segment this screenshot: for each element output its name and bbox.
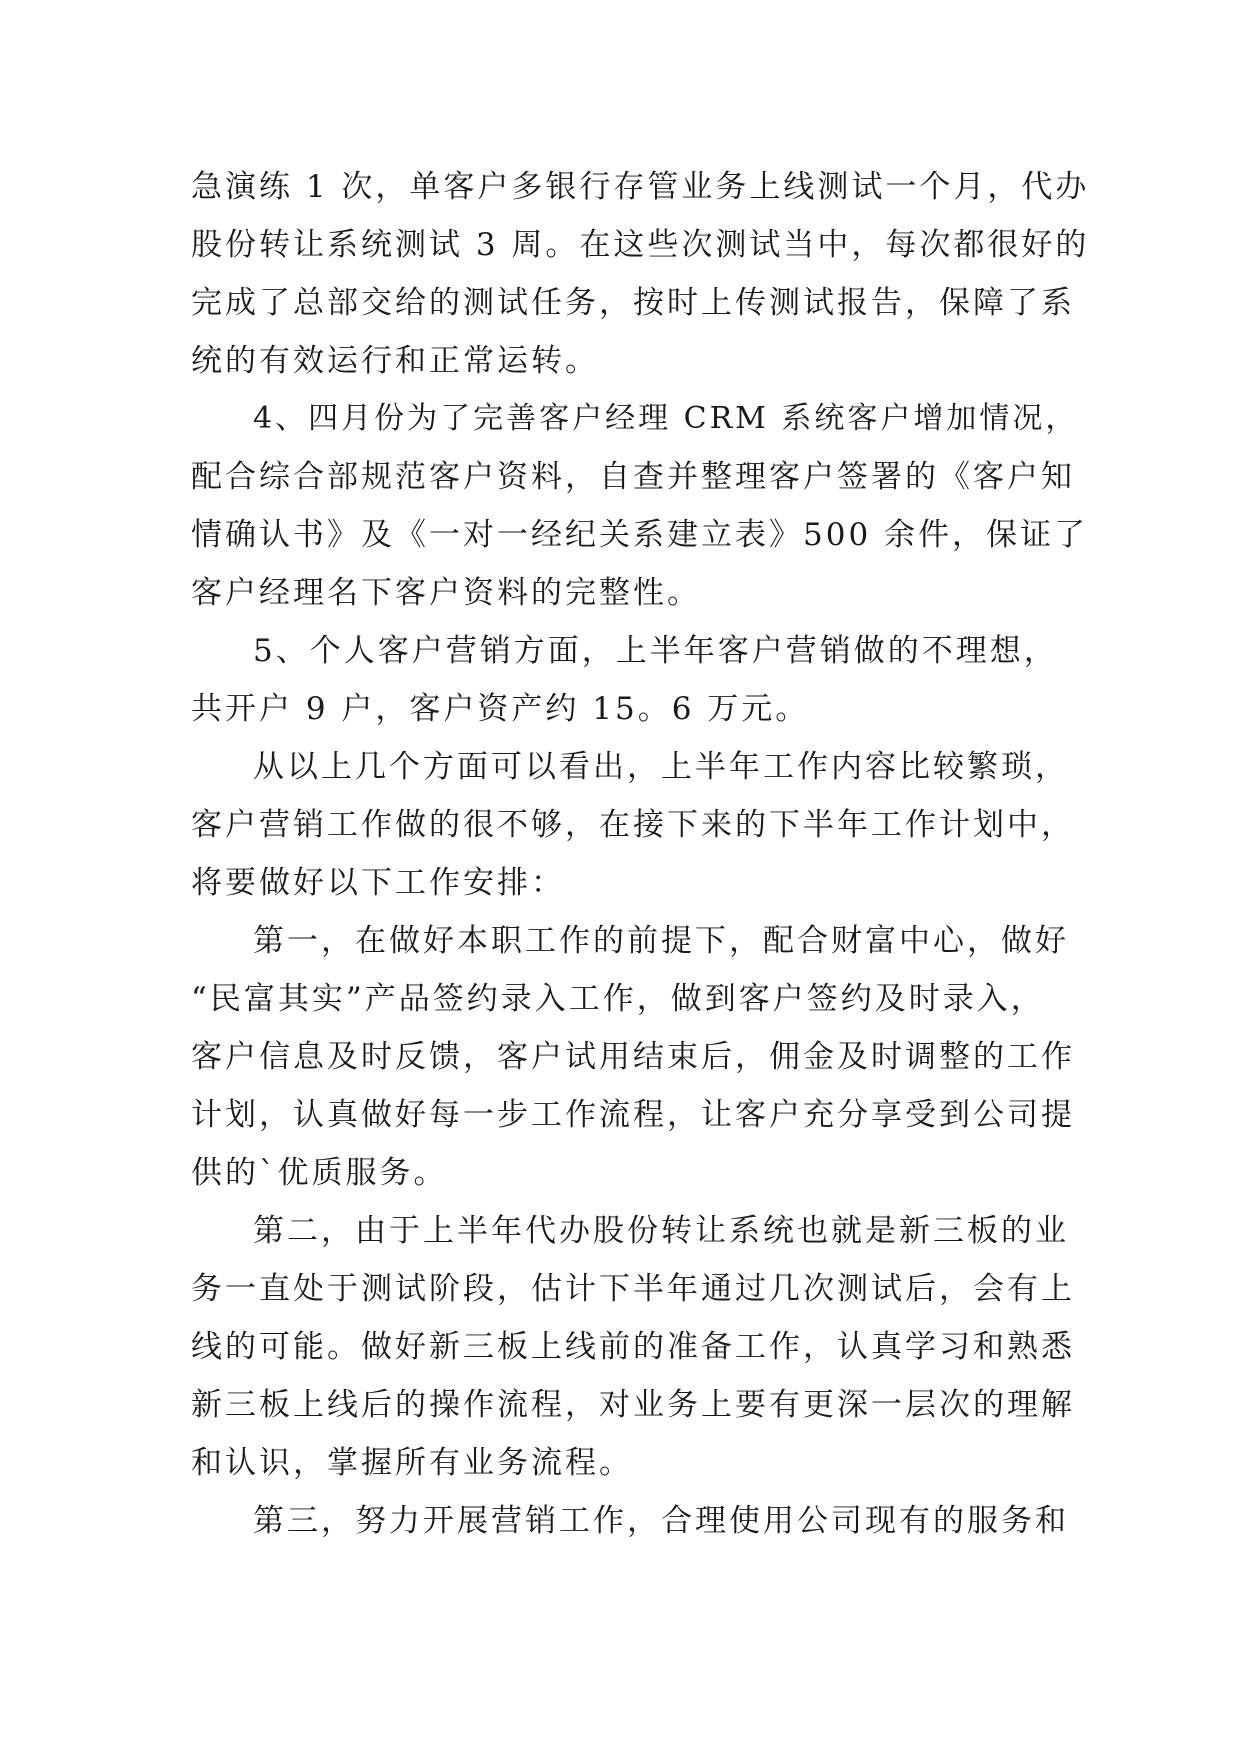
text-line: 计划，认真做好每一步工作流程，让客户充分享受到公司提	[191, 1097, 1075, 1133]
text-line: 股份转让系统测试 3 周。在这些次测试当中，每次都很好的	[191, 227, 1090, 263]
text-line: 供的`优质服务。	[191, 1155, 448, 1191]
text-line: 客户经理名下客户资料的完整性。	[191, 575, 701, 611]
text-line: 共开户 9 户，客户资产约 15。6 万元。	[191, 691, 810, 727]
text-line: 客户营销工作做的很不够，在接下来的下半年工作计划中，	[191, 807, 1075, 843]
text-line: 新三板上线后的操作流程，对业务上要有更深一层次的理解	[191, 1387, 1075, 1423]
text-line: 配合综合部规范客户资料，自查并整理客户签署的《客户知	[191, 459, 1075, 495]
paragraph-first-line: 第二，由于上半年代办股份转让系统也就是新三板的业	[253, 1213, 1069, 1249]
text-line: 将要做好以下工作安排：	[191, 865, 565, 901]
paragraph-first-line: 从以上几个方面可以看出，上半年工作内容比较繁琐，	[253, 749, 1069, 785]
text-line: 情确认书》及《一对一经纪关系建立表》500 余件，保证了	[191, 517, 1089, 553]
text-line: 完成了总部交给的测试任务，按时上传测试报告，保障了系	[191, 285, 1075, 321]
text-line: 急演练 1 次，单客户多银行存管业务上线测试一个月，代办	[191, 169, 1090, 205]
text-line: 线的可能。做好新三板上线前的准备工作，认真学习和熟悉	[191, 1329, 1075, 1365]
text-line: “民富其实”产品签约录入工作，做到客户签约及时录入，	[191, 981, 1045, 1017]
paragraph-first-line: 4、四月份为了完善客户经理 CRM 系统客户增加情况，	[253, 401, 1079, 436]
text-line: 和认识，掌握所有业务流程。	[191, 1445, 633, 1481]
text-line: 客户信息及时反馈，客户试用结束后，佣金及时调整的工作	[191, 1039, 1075, 1075]
text-line: 统的有效运行和正常运转。	[191, 343, 599, 379]
text-line: 务一直处于测试阶段，估计下半年通过几次测试后，会有上	[191, 1271, 1075, 1307]
paragraph-first-line: 第三，努力开展营销工作，合理使用公司现有的服务和	[253, 1503, 1069, 1539]
paragraph-first-line: 5、个人客户营销方面，上半年客户营销做的不理想，	[253, 633, 1058, 669]
paragraph-first-line: 第一，在做好本职工作的前提下，配合财富中心，做好	[253, 923, 1069, 959]
